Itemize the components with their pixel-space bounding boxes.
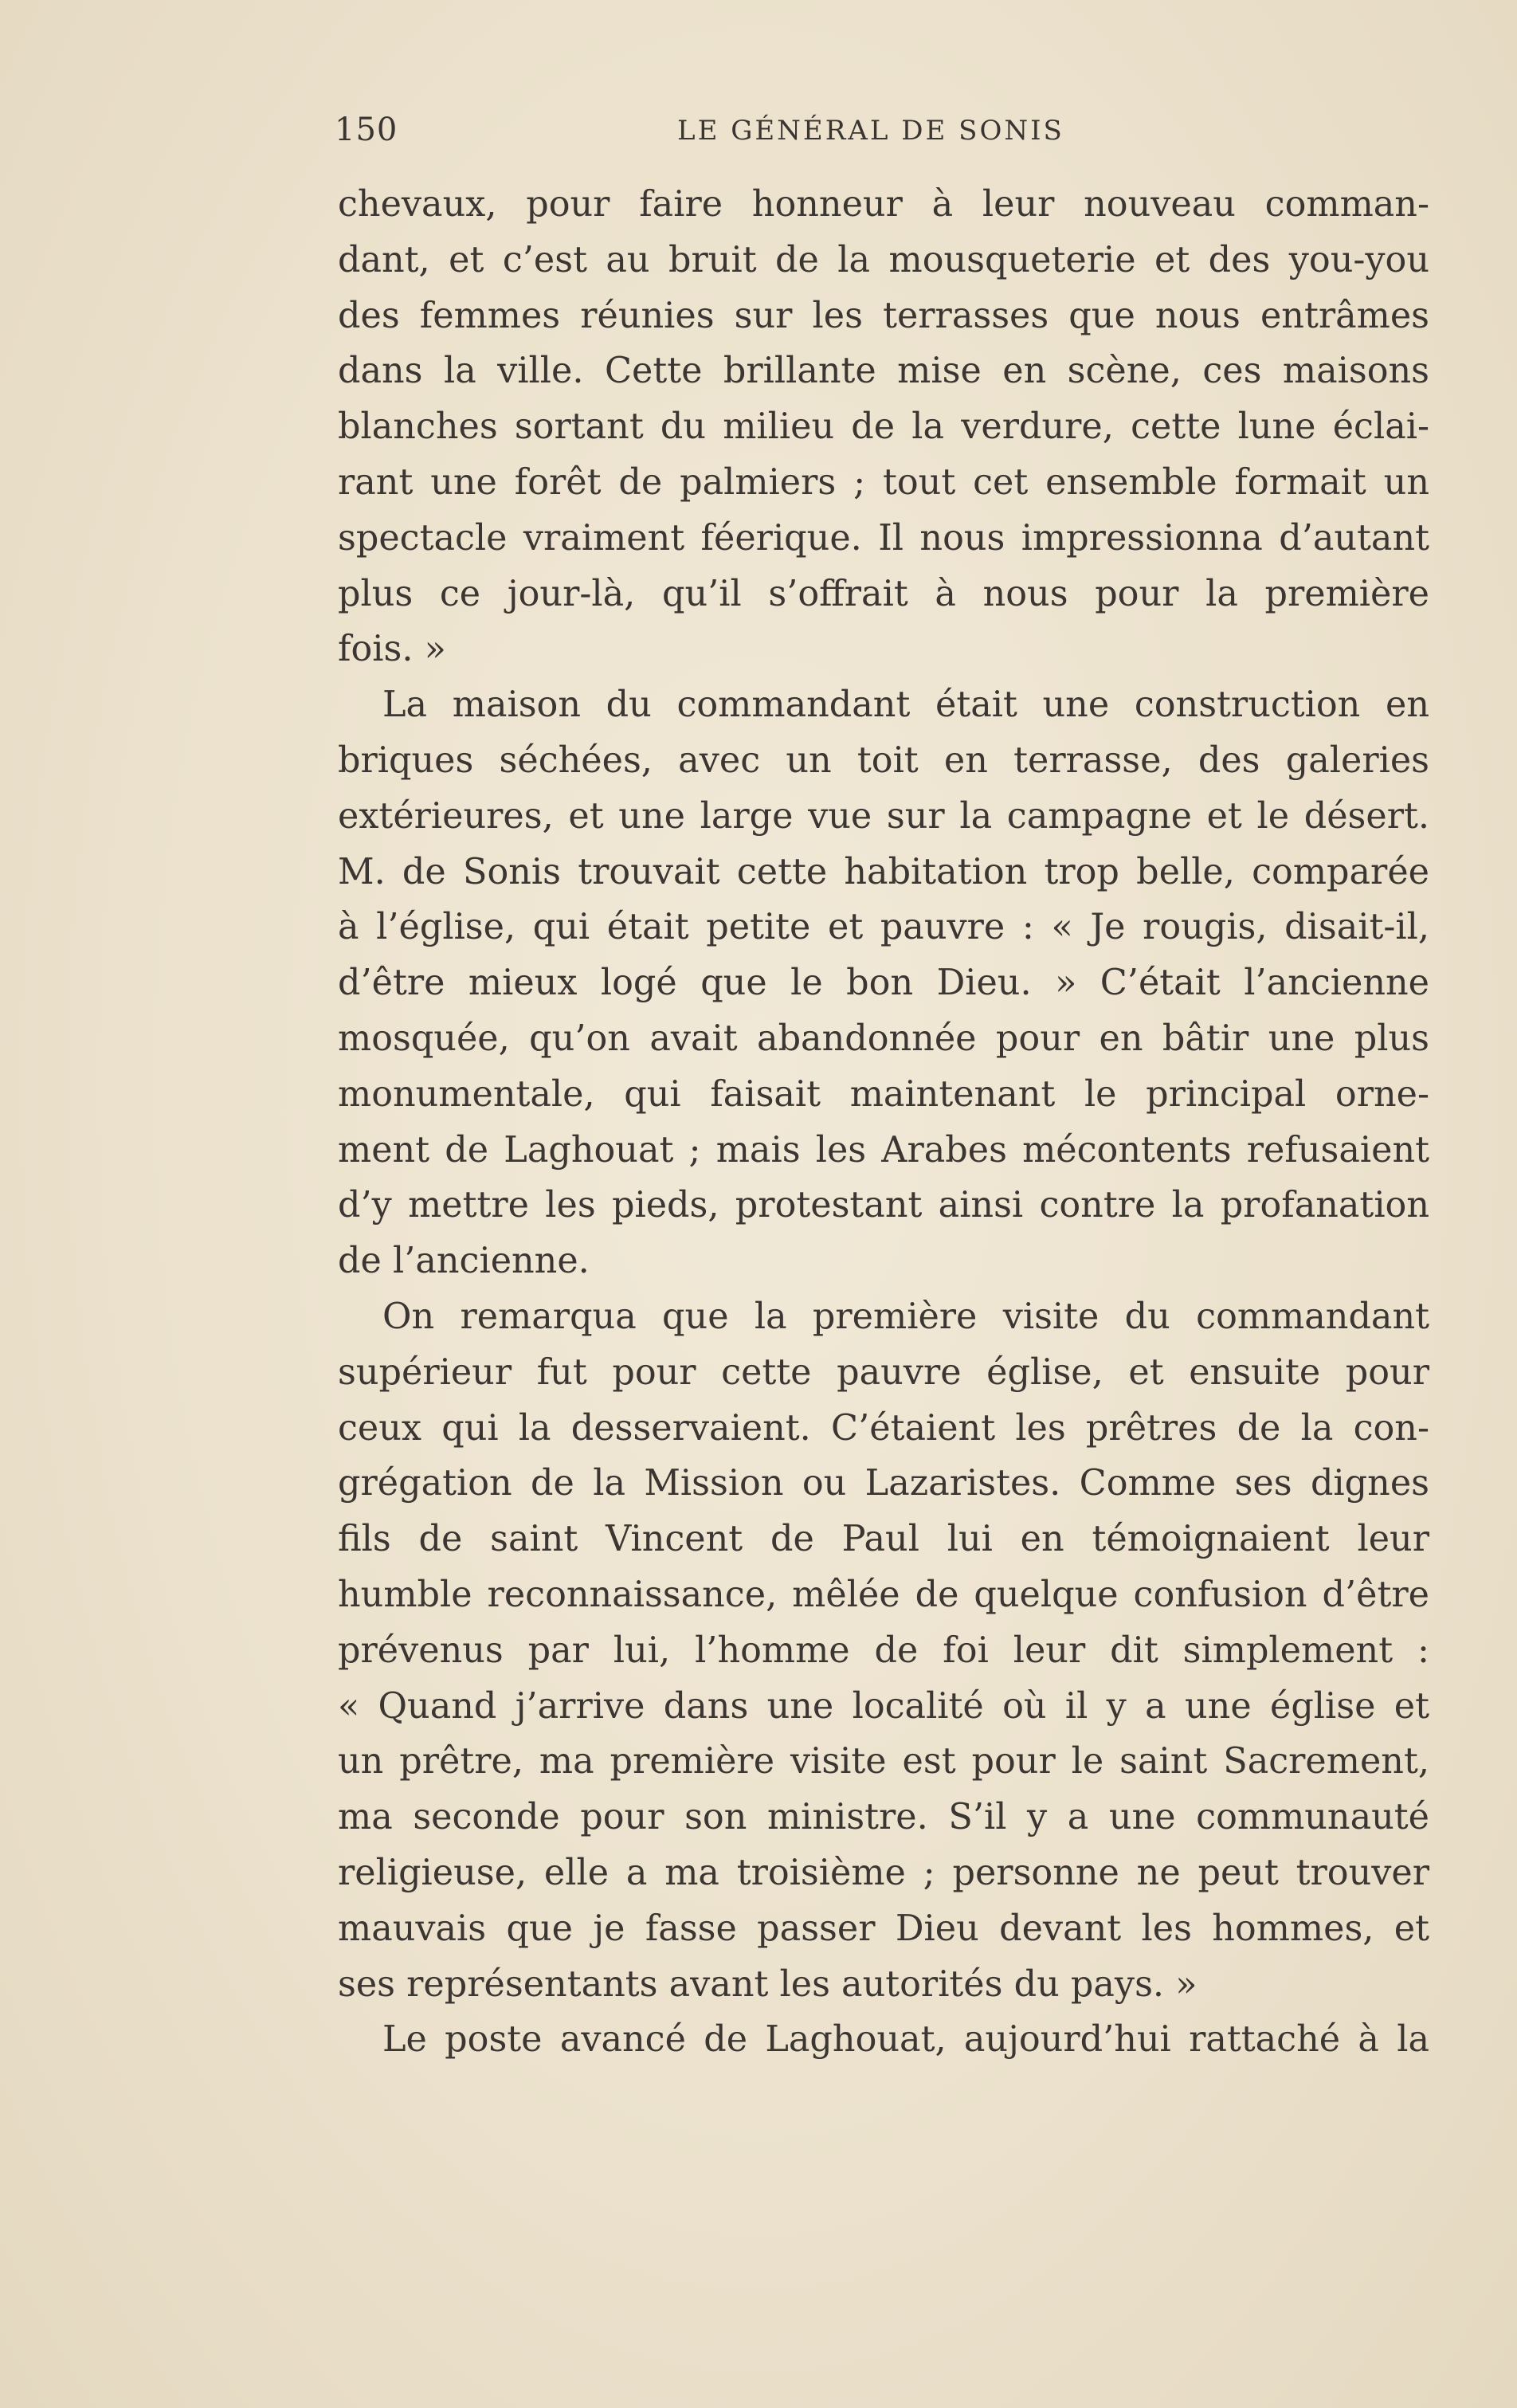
page-number: 150 — [335, 112, 398, 148]
text-line: d’y mettre les pieds, protestant ainsi contre la profanation — [338, 1185, 1429, 1226]
text-line: prévenus par lui, l’homme de foi leur dit simplement : — [338, 1630, 1429, 1671]
text-line: mosquée, qu’on avait abandonnée pour en bâtir une plus — [338, 1018, 1429, 1059]
text-line: des femmes réunies sur les terrasses que nous entrâmes — [338, 295, 1429, 336]
text-line: humble reconnaissance, mêlée de quelque confusion d’être — [338, 1574, 1429, 1615]
text-line: Le poste avancé de Laghouat, aujourd’hui rattaché à la — [382, 2019, 1429, 2061]
text-line: mauvais que je fasse passer Dieu devant les hommes, et — [338, 1908, 1429, 1949]
text-line: plus ce jour-là, qu’il s’offrait à nous pour la première — [338, 573, 1429, 614]
text-line: briques séchées, avec un toit en terrasse, des galeries — [338, 739, 1429, 781]
body-text — [338, 177, 1429, 2068]
text-line: rant une forêt de palmiers ; tout cet ensemble formait un — [338, 461, 1429, 503]
text-line: spectacle vraiment féerique. Il nous impressionna d’autant — [338, 517, 1429, 559]
text-line: fois. » — [338, 629, 446, 670]
running-head — [335, 112, 1426, 159]
text-line: extérieures, et une large vue sur la campagne et le désert. — [338, 795, 1429, 837]
running-title: LE GÉNÉRAL DE SONIS — [677, 115, 1064, 147]
text-line: grégation de la Mission ou Lazaristes. Comme ses dignes — [338, 1463, 1429, 1504]
text-line: chevaux, pour faire honneur à leur nouveau comman- — [338, 184, 1429, 225]
text-line: ses représentants avant les autorités du pays. » — [338, 1963, 1198, 2005]
text-line: religieuse, elle a ma troisième ; personne ne peut trouver — [338, 1852, 1429, 1893]
text-line: « Quand j’arrive dans une localité où il y a une église et — [338, 1685, 1429, 1727]
text-line: ceux qui la desservaient. C’étaient les prêtres de la con- — [338, 1407, 1429, 1449]
text-line: dans la ville. Cette brillante mise en scène, ces maisons — [338, 351, 1429, 392]
text-line: fils de saint Vincent de Paul lui en témoignaient leur — [338, 1519, 1429, 1560]
text-line: ma seconde pour son ministre. S’il y a une communauté — [338, 1797, 1429, 1838]
text-line: supérieur fut pour cette pauvre église, et ensuite pour — [338, 1351, 1429, 1393]
text-line: ment de Laghouat ; mais les Arabes mécontents refusaient — [338, 1129, 1429, 1171]
text-line: dant, et c’est au bruit de la mousqueterie et des you-you — [338, 239, 1429, 280]
text-line: monumentale, qui faisait maintenant le principal orne- — [338, 1073, 1429, 1115]
text-line: de l’ancienne. — [338, 1241, 590, 1282]
text-line: M. de Sonis trouvait cette habitation trop belle, comparée — [338, 851, 1429, 892]
text-line: d’être mieux logé que le bon Dieu. » C’était l’ancienne — [338, 963, 1429, 1004]
text-line: On remarqua que la première visite du commandant — [382, 1296, 1429, 1337]
text-line: blanches sortant du milieu de la verdure, cette lune éclai- — [338, 406, 1429, 448]
text-line: La maison du commandant était une construction en — [382, 684, 1429, 726]
text-line: à l’église, qui était petite et pauvre : « Je rougis, disait-il, — [338, 907, 1429, 948]
text-line: un prêtre, ma première visite est pour le saint Sacrement, — [338, 1741, 1429, 1782]
